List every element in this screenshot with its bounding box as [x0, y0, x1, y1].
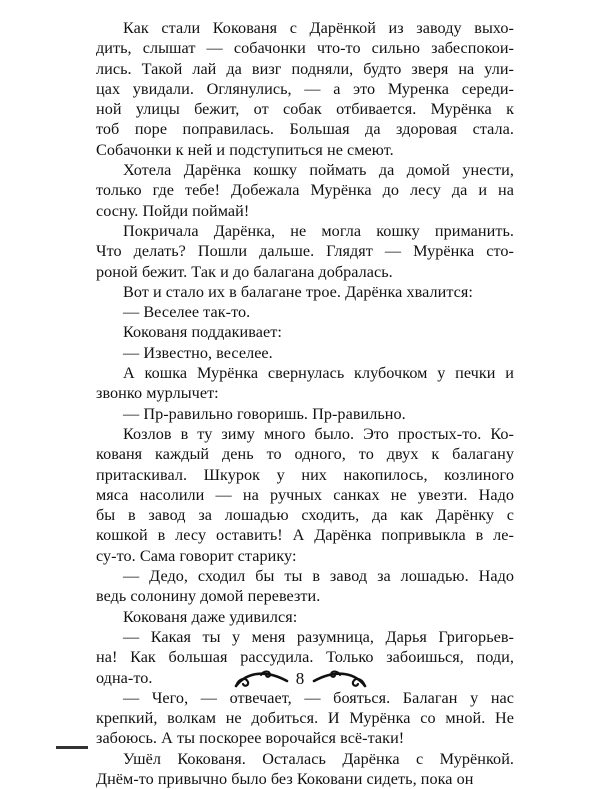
text-line: — Пр-равильно говоришь. Пр-равильно.: [123, 404, 406, 423]
page-edge-mark: [56, 746, 88, 749]
text-line: дить, слышат — собачонки что-то сильно забеспокои-: [96, 39, 514, 58]
text-line: лись. Такой лай да визг подняли, будто зверя на ули-: [96, 59, 514, 78]
paragraph: [96, 302, 514, 322]
paragraph: [96, 363, 514, 404]
text-line: Кокованя поддакивает:: [123, 323, 282, 342]
text-line: Собачонки к ней и подступиться не смеют.: [96, 140, 394, 159]
text-line: ной улицы бежит, от собак отбивается. Мурёнка к: [96, 100, 514, 119]
paragraph: [96, 404, 514, 424]
text-line: на! Как большая рассудила. Только забоишься, поди,: [96, 648, 514, 667]
text-line: Хотела Дарёнка кошку поймать да домой унести,: [123, 161, 514, 180]
text-line: бы в завод за лошадью сходить, да как Дарёнку с: [96, 506, 514, 525]
paragraph: [96, 749, 514, 789]
paragraph: [96, 607, 514, 627]
text-line: — Какая ты у меня разумница, Дарья Григорьев-: [123, 627, 514, 646]
scroll-ornament-right-icon: [312, 664, 368, 694]
paragraph: [96, 18, 514, 160]
text-line: ведь солонину домой перевезти.: [96, 587, 321, 606]
text-line: притаскивал. Шкурок у них накопилось, козлиного: [96, 465, 514, 484]
text-line: забоюсь. А ты поскорее ворочайся всё-таки!: [96, 729, 405, 748]
text-line: А кошка Мурёнка свернулась клубочком у печки и: [123, 364, 514, 383]
page-footer: [0, 664, 600, 704]
paragraph: [96, 566, 514, 607]
text-line: Днём-то привычно было без Коковани сидеть, пока он: [96, 769, 474, 788]
text-line: Кокованя даже удивился:: [123, 607, 298, 626]
text-line: Ушёл Кокованя. Осталась Дарёнка с Мурёнкой.: [123, 749, 514, 768]
paragraph: [96, 322, 514, 342]
text-line: сосну. Пойди поймай!: [96, 201, 250, 220]
text-line: Покричала Дарёнка, не могла кошку приманить.: [123, 221, 514, 240]
text-line: Что делать? Пошли дальше. Глядят — Мурёнка сто-: [96, 242, 514, 261]
text-line: крепкий, волкам не добиться. И Мурёнка со мной. Не: [96, 709, 514, 728]
paragraph: [96, 424, 514, 566]
page-number: 8: [295, 669, 305, 688]
text-line: — Дедо, сходил бы ты в завод за лошадью. Надо: [123, 567, 514, 586]
text-line: звонко мурлычет:: [96, 384, 219, 403]
text-line: кованя каждый день то одного, то двух к балагану: [96, 445, 514, 464]
text-line: роной бежит. Так и до балагана добралась.: [96, 262, 393, 281]
paragraph: [96, 160, 514, 221]
text-line: кошкой в лесу оставить! А Дарёнка попривыкла в ле-: [96, 526, 514, 545]
paragraph: [96, 343, 514, 363]
text-line: цах увидали. Оглянулись, — а это Муренка середи-: [96, 79, 514, 98]
text-line: Как стали Кокованя с Дарёнкой из заводу выхо-: [123, 19, 514, 37]
text-line: — Веселее так-то.: [123, 303, 251, 322]
text-line: тоб поре поправилась. Большая да здоровая стала.: [96, 120, 514, 139]
text-line: Козлов в ту зиму много было. Это простых-то. Ко-: [123, 424, 514, 443]
text-line: мяса насолили — на ручных санках не увезти. Надо: [96, 485, 514, 504]
paragraph: [96, 282, 514, 302]
text-line: су-то. Сама говорит старику:: [96, 546, 297, 565]
text-line: Вот и стало их в балагане трое. Дарёнка хвалится:: [123, 282, 473, 301]
text-line: — Чего, — отвечает, — бояться. Балаган у нас: [123, 688, 514, 707]
text-line: — Известно, веселее.: [123, 343, 273, 362]
paragraph: [96, 221, 514, 282]
text-line: одна-то.: [96, 668, 153, 687]
text-line: только где тебе! Добежала Мурёнка до лесу да и на: [96, 181, 514, 200]
